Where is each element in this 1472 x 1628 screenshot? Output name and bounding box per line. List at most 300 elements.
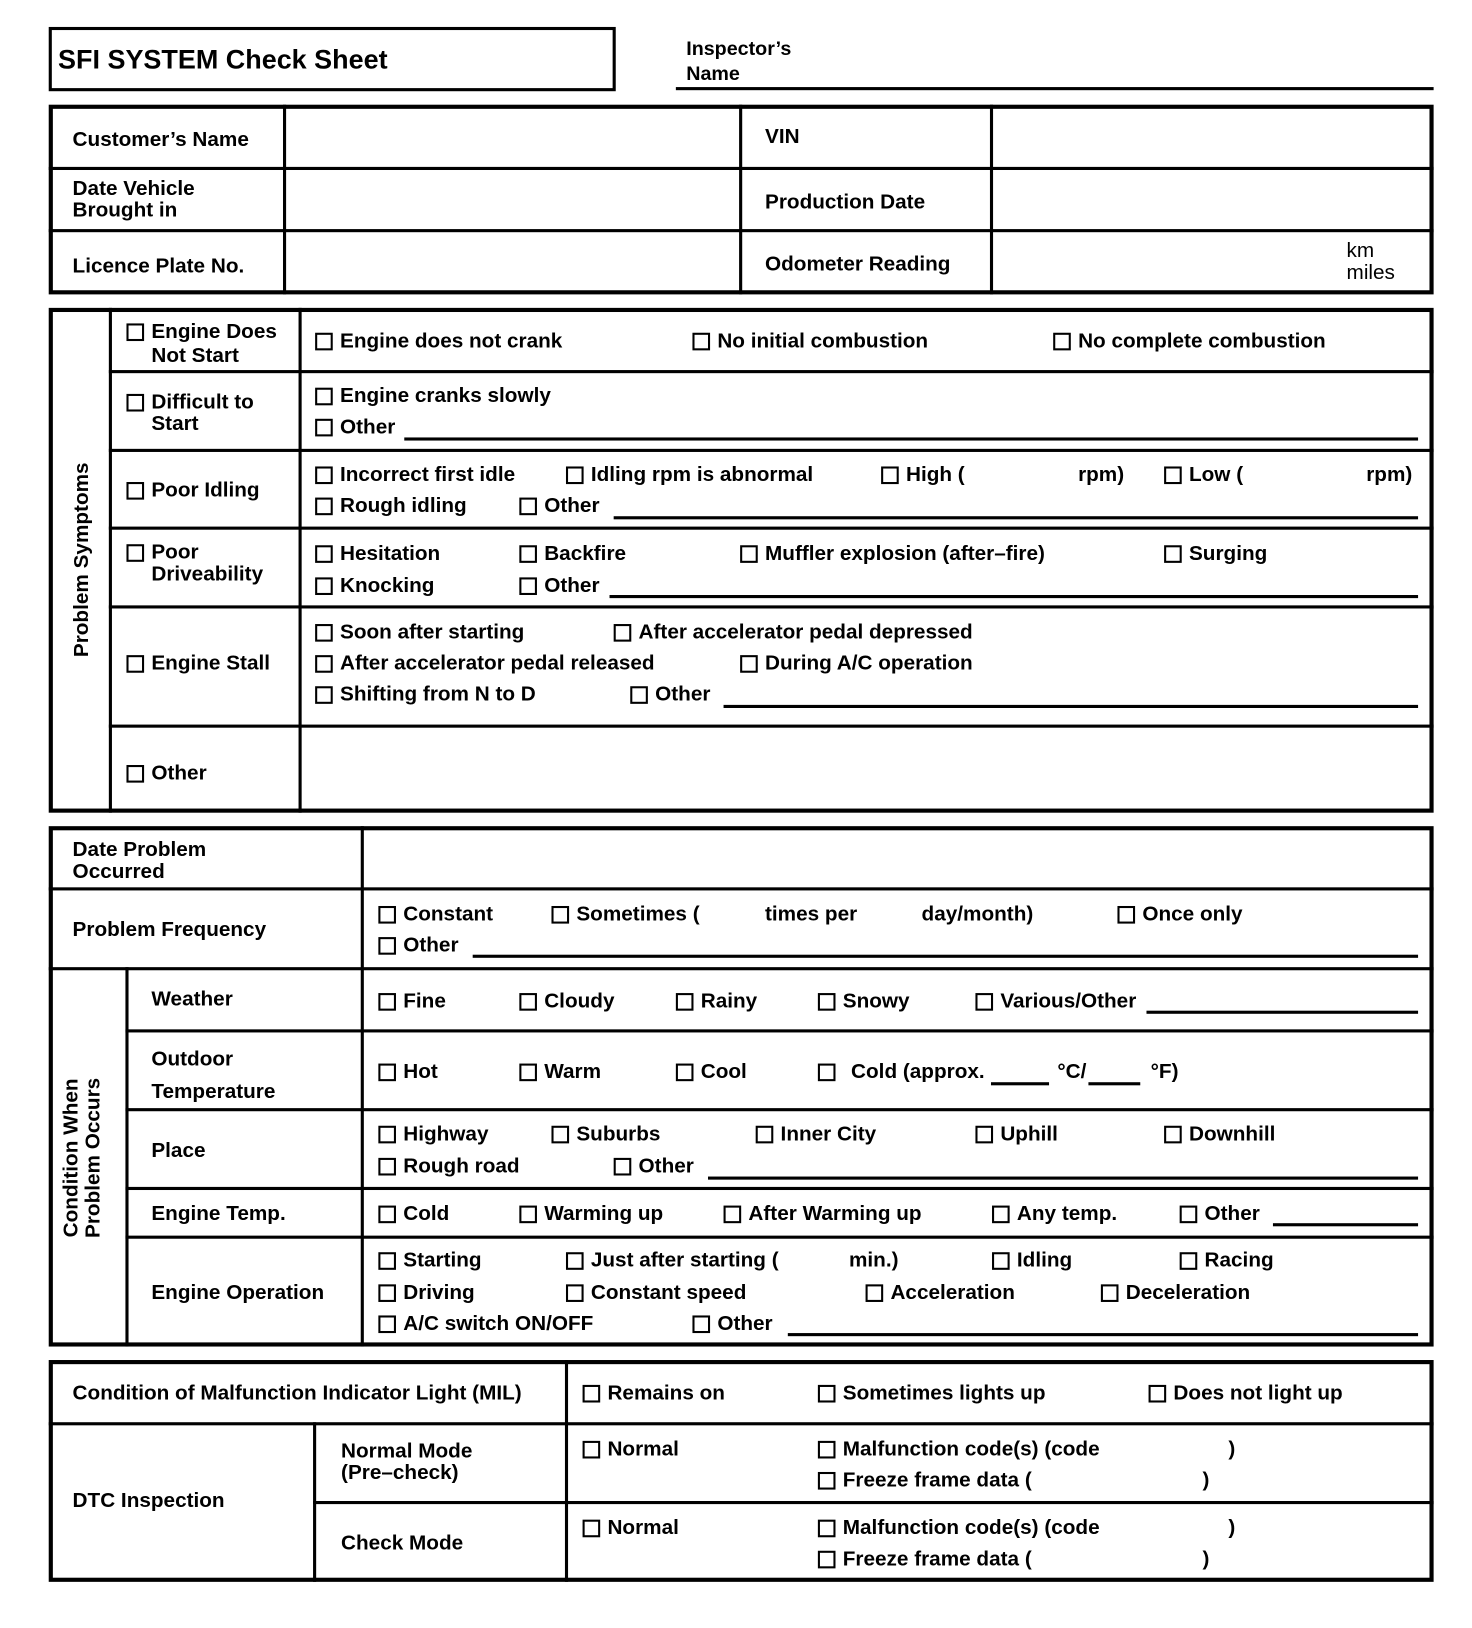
- checkbox-icon[interactable]: [614, 1157, 632, 1175]
- checkbox-icon[interactable]: [378, 937, 396, 955]
- checkbox-highway[interactable]: [378, 1123, 488, 1146]
- checkbox-icon[interactable]: [519, 993, 537, 1011]
- fahrenheit-field[interactable]: [1088, 1082, 1140, 1085]
- odometer-field[interactable]: [995, 234, 1337, 290]
- checkbox-icon[interactable]: [551, 1125, 569, 1143]
- label-line: Condition When: [60, 1078, 83, 1238]
- divider: [990, 105, 993, 295]
- option-label: Sometimes lights up: [842, 1381, 1046, 1405]
- vin-field[interactable]: [995, 110, 1428, 166]
- condition-heading: [61, 1054, 105, 1261]
- customer-name-field[interactable]: [288, 110, 737, 166]
- option-label: Malfunction code(s) (code: [842, 1516, 1100, 1540]
- checkbox-any-temp[interactable]: [992, 1202, 1117, 1225]
- production-date-field[interactable]: [995, 172, 1428, 228]
- checkbox-icon[interactable]: [992, 1252, 1010, 1270]
- symptom-other-field[interactable]: [304, 730, 1429, 809]
- option-label: Constant speed: [590, 1281, 747, 1305]
- option-label: Shifting from N to D: [340, 683, 536, 706]
- checkbox-engine-cold[interactable]: [378, 1202, 449, 1225]
- divider: [109, 370, 1434, 373]
- divider: [49, 887, 1434, 890]
- checkbox-normal-mode-freeze[interactable]: [818, 1469, 1032, 1492]
- checkbox-icon[interactable]: [378, 1063, 396, 1081]
- checkbox-cool[interactable]: [676, 1060, 747, 1083]
- divider: [361, 826, 364, 1346]
- checkbox-muffler-explosion[interactable]: [740, 542, 1045, 565]
- option-label: Other: [655, 683, 711, 706]
- checkbox-icon[interactable]: [1164, 466, 1182, 484]
- checkbox-icon[interactable]: [126, 764, 144, 782]
- checkbox-deceleration[interactable]: [1101, 1281, 1250, 1304]
- label-line: Occurred: [72, 860, 165, 884]
- checkbox-icon[interactable]: [126, 323, 144, 341]
- day-month-label: day/month): [921, 902, 1034, 926]
- divider: [125, 1108, 1433, 1111]
- option-label: Engine Does: [151, 320, 277, 344]
- celsius-field[interactable]: [991, 1082, 1049, 1085]
- checkbox-icon[interactable]: [519, 1063, 537, 1081]
- checkbox-icon[interactable]: [378, 993, 396, 1011]
- checkbox-normal-mode-normal[interactable]: [583, 1438, 679, 1461]
- option-label: Muffler explosion (after–fire): [765, 542, 1045, 565]
- option-label-cont: Driveability: [151, 562, 264, 586]
- rpm-label: rpm): [1078, 463, 1125, 487]
- divider: [125, 1236, 1433, 1239]
- option-label-cont: Not Start: [151, 344, 239, 367]
- option-label: Deceleration: [1125, 1281, 1251, 1305]
- checkbox-icon[interactable]: [519, 577, 537, 595]
- frequency-other-field[interactable]: [473, 955, 1418, 958]
- option-label: Warm: [544, 1060, 602, 1084]
- checkbox-icon[interactable]: [566, 466, 584, 484]
- option-label: Highway: [403, 1122, 489, 1146]
- checkbox-rainy[interactable]: [676, 990, 757, 1013]
- divider: [565, 1360, 568, 1582]
- checkbox-normal-mode-code[interactable]: [818, 1438, 1100, 1461]
- option-label: Soon after starting: [340, 620, 525, 644]
- option-label: Idling rpm is abnormal: [590, 463, 814, 487]
- option-label: Backfire: [544, 542, 627, 565]
- checkbox-icon[interactable]: [818, 1519, 836, 1537]
- problem-symptoms-heading: Problem Symptoms: [70, 462, 94, 658]
- checkbox-icon[interactable]: [1117, 905, 1135, 923]
- difficult-other-field[interactable]: [404, 437, 1418, 440]
- option-label: Cool: [700, 1060, 747, 1084]
- checkbox-racing[interactable]: [1180, 1249, 1274, 1272]
- close-paren: ): [1202, 1547, 1210, 1571]
- option-label: Difficult to: [151, 390, 254, 414]
- checkbox-poor-idling[interactable]: [126, 479, 259, 502]
- checkbox-engine-cranks-slowly[interactable]: [315, 385, 551, 408]
- checkbox-constant-speed[interactable]: [566, 1281, 746, 1304]
- option-label: Cold: [403, 1202, 450, 1226]
- checkbox-icon[interactable]: [378, 905, 396, 923]
- close-paren: ): [1228, 1437, 1236, 1461]
- checkbox-place-other[interactable]: [614, 1155, 694, 1178]
- checkbox-icon[interactable]: [1180, 1205, 1198, 1223]
- checkbox-cold[interactable]: [818, 1060, 985, 1083]
- checkbox-engine-does-not-start[interactable]: [126, 320, 276, 343]
- stall-other-field[interactable]: [724, 705, 1419, 708]
- dtc-inspection-label: DTC Inspection: [72, 1489, 225, 1513]
- option-label: Other: [717, 1312, 773, 1336]
- times-per-label: times per: [765, 902, 858, 926]
- divider: [49, 1422, 1434, 1425]
- option-label: After accelerator pedal depressed: [638, 620, 973, 644]
- date-brought-field[interactable]: [288, 172, 737, 228]
- option-label: Cold (approx.: [851, 1060, 985, 1084]
- drive-other-field[interactable]: [610, 595, 1419, 598]
- option-label: Freeze frame data (: [842, 1547, 1032, 1571]
- checkbox-incorrect-first-idle[interactable]: [315, 463, 515, 486]
- checkbox-icon[interactable]: [1180, 1252, 1198, 1270]
- odometer-label: Odometer Reading: [765, 252, 951, 276]
- option-label: Rough road: [403, 1154, 520, 1178]
- checkbox-starting[interactable]: [378, 1249, 481, 1272]
- checkbox-icon[interactable]: [315, 497, 333, 515]
- checkbox-icon[interactable]: [583, 1440, 601, 1458]
- checkbox-icon[interactable]: [378, 1284, 396, 1302]
- option-label: Engine Stall: [151, 652, 271, 675]
- customer-name-label: Customer’s Name: [72, 128, 249, 152]
- option-label: Poor: [151, 541, 199, 564]
- checkbox-warming-up[interactable]: [519, 1202, 663, 1225]
- option-label: Rainy: [700, 989, 758, 1013]
- divider: [739, 105, 742, 295]
- checkbox-operation-other[interactable]: [692, 1312, 772, 1335]
- checkbox-sometimes[interactable]: [551, 903, 699, 926]
- option-label: Other: [340, 415, 396, 439]
- checkbox-acceleration[interactable]: [866, 1281, 1015, 1304]
- option-label: Various/Other: [1000, 989, 1137, 1013]
- divider: [109, 449, 1434, 452]
- option-label: Cloudy: [544, 989, 615, 1013]
- checkbox-check-mode-freeze[interactable]: [818, 1548, 1032, 1571]
- idling-other-field[interactable]: [614, 516, 1418, 519]
- weather-other-field[interactable]: [1146, 1011, 1418, 1014]
- option-label: High (: [905, 463, 965, 487]
- option-label: No initial combustion: [717, 329, 929, 353]
- divider: [109, 308, 112, 813]
- checkbox-shifting-n-to-d[interactable]: [315, 683, 536, 706]
- checkbox-low-rpm[interactable]: [1164, 463, 1243, 486]
- checkbox-during-ac[interactable]: [740, 652, 973, 675]
- checkbox-difficult-to-start[interactable]: [126, 391, 253, 414]
- divider: [125, 1187, 1433, 1190]
- inspector-label-2: Name: [686, 63, 740, 86]
- divider: [49, 967, 1434, 970]
- checkbox-no-complete-combustion[interactable]: [1053, 330, 1326, 353]
- licence-plate-label: Licence Plate No.: [72, 255, 245, 278]
- checkbox-icon[interactable]: [315, 624, 333, 642]
- checkbox-icon[interactable]: [756, 1125, 774, 1143]
- checkbox-icon[interactable]: [378, 1205, 396, 1223]
- checkbox-backfire[interactable]: [519, 542, 626, 565]
- checkbox-ac-switch[interactable]: [378, 1312, 593, 1335]
- checkbox-icon[interactable]: [992, 1205, 1010, 1223]
- divider: [313, 1501, 1434, 1504]
- checkbox-sometimes-lights-up[interactable]: [818, 1382, 1046, 1405]
- checkbox-icon[interactable]: [378, 1125, 396, 1143]
- checkbox-icon[interactable]: [676, 1063, 694, 1081]
- option-label: Warming up: [544, 1202, 664, 1226]
- option-label: Hot: [403, 1060, 438, 1084]
- close-paren: ): [1202, 1468, 1210, 1492]
- label-line: Date Problem: [72, 838, 207, 862]
- option-label: Normal: [607, 1437, 679, 1461]
- checkbox-difficult-other[interactable]: [315, 416, 395, 439]
- checkbox-after-pedal-released[interactable]: [315, 652, 654, 675]
- label-line: Problem Occurs: [81, 1077, 105, 1238]
- checkbox-no-initial-combustion[interactable]: [692, 330, 928, 353]
- checkbox-after-pedal-depressed[interactable]: [614, 621, 973, 644]
- checkbox-icon[interactable]: [818, 993, 836, 1011]
- checkbox-icon[interactable]: [1164, 1125, 1182, 1143]
- fahrenheit-label: °F): [1150, 1060, 1179, 1084]
- option-label: Malfunction code(s) (code: [842, 1437, 1100, 1461]
- date-problem-field[interactable]: [366, 831, 1429, 886]
- checkbox-icon[interactable]: [315, 545, 333, 563]
- checkbox-icon[interactable]: [818, 1550, 836, 1568]
- option-label: Just after starting (: [590, 1249, 779, 1272]
- checkbox-idling[interactable]: [992, 1249, 1072, 1272]
- checkbox-engine-temp-other[interactable]: [1180, 1202, 1260, 1225]
- mil-label: Condition of Malfunction Indicator Light (MIL): [72, 1381, 522, 1405]
- checkbox-icon[interactable]: [315, 577, 333, 595]
- option-label: Poor Idling: [151, 478, 260, 502]
- place-other-field[interactable]: [708, 1177, 1418, 1180]
- checkbox-snowy[interactable]: [818, 990, 910, 1013]
- option-label: Knocking: [340, 574, 435, 598]
- checkbox-various-other[interactable]: [975, 990, 1136, 1013]
- km-unit: km: [1346, 239, 1375, 263]
- checkbox-drive-other[interactable]: [519, 574, 599, 597]
- checkbox-high-rpm[interactable]: [881, 463, 965, 486]
- checkbox-icon[interactable]: [630, 686, 648, 704]
- checkbox-icon[interactable]: [818, 1063, 836, 1081]
- option-label: Low (: [1188, 463, 1244, 487]
- checkbox-icon[interactable]: [126, 544, 144, 562]
- checkbox-just-after-starting[interactable]: [566, 1249, 779, 1272]
- checkbox-icon[interactable]: [740, 545, 758, 563]
- checkbox-icon[interactable]: [519, 545, 537, 563]
- page-title: SFI SYSTEM Check Sheet: [58, 43, 388, 75]
- checkbox-icon[interactable]: [566, 1252, 584, 1270]
- checkbox-icon[interactable]: [975, 1125, 993, 1143]
- rpm-label: rpm): [1366, 463, 1413, 487]
- checkbox-icon[interactable]: [1149, 1384, 1167, 1402]
- option-label-cont: Start: [151, 412, 199, 436]
- option-label: Fine: [403, 989, 446, 1013]
- label-line: Date Vehicle: [72, 177, 195, 201]
- checkbox-warm[interactable]: [519, 1060, 601, 1083]
- checkbox-icon[interactable]: [315, 686, 333, 704]
- label-line: Brought in: [72, 199, 178, 222]
- checkbox-icon[interactable]: [566, 1284, 584, 1302]
- divider: [299, 308, 302, 813]
- engine-operation-label: Engine Operation: [151, 1281, 325, 1305]
- checkbox-engine-does-not-crank[interactable]: [315, 330, 562, 353]
- checkbox-icon[interactable]: [519, 1205, 537, 1223]
- checkbox-suburbs[interactable]: [551, 1123, 660, 1146]
- option-label: Sometimes (: [576, 902, 700, 926]
- divider: [109, 527, 1434, 530]
- option-label: No complete combustion: [1078, 329, 1326, 353]
- checkbox-icon[interactable]: [126, 655, 144, 673]
- engine-temp-label: Engine Temp.: [151, 1202, 286, 1226]
- option-label: Freeze frame data (: [842, 1468, 1032, 1492]
- checkbox-icon[interactable]: [378, 1252, 396, 1270]
- option-label: Other: [544, 494, 600, 518]
- option-label: Snowy: [842, 989, 910, 1013]
- checkbox-remains-on[interactable]: [583, 1382, 725, 1405]
- checkbox-cloudy[interactable]: [519, 990, 614, 1013]
- checkbox-does-not-light-up[interactable]: [1149, 1382, 1343, 1405]
- option-label: Other: [638, 1154, 694, 1178]
- option-label: Driving: [403, 1281, 475, 1305]
- option-label: After accelerator pedal released: [340, 652, 655, 675]
- option-label: Other: [544, 574, 600, 598]
- checkbox-icon[interactable]: [519, 497, 537, 515]
- checkbox-uphill[interactable]: [975, 1123, 1057, 1146]
- frequency-label: Problem Frequency: [72, 918, 267, 942]
- checkbox-after-warming-up[interactable]: [724, 1202, 922, 1225]
- inspector-name-field[interactable]: [676, 87, 1434, 90]
- checkbox-once-only[interactable]: [1117, 903, 1242, 926]
- option-label: Suburbs: [576, 1122, 661, 1146]
- label-line: Normal Mode: [341, 1439, 473, 1463]
- checkbox-icon[interactable]: [583, 1519, 601, 1537]
- outdoor-temp-label: [151, 1044, 275, 1108]
- checkbox-icon[interactable]: [614, 624, 632, 642]
- option-label: Idling: [1016, 1249, 1073, 1272]
- option-label: Other: [403, 933, 459, 957]
- checkbox-icon[interactable]: [315, 332, 333, 350]
- divider: [125, 967, 128, 1346]
- checkbox-hot[interactable]: [378, 1060, 437, 1083]
- checkbox-icon[interactable]: [315, 418, 333, 436]
- checkbox-check-mode-normal[interactable]: [583, 1517, 679, 1540]
- checkbox-icon[interactable]: [724, 1205, 742, 1223]
- checkbox-icon[interactable]: [676, 993, 694, 1011]
- operation-other-field[interactable]: [788, 1333, 1418, 1336]
- label-line: Outdoor: [151, 1048, 234, 1071]
- checkbox-icon[interactable]: [818, 1471, 836, 1489]
- normal-mode-label: [341, 1441, 472, 1485]
- option-label: Incorrect first idle: [340, 463, 516, 487]
- checkbox-engine-stall[interactable]: [126, 652, 270, 675]
- checkbox-icon[interactable]: [740, 655, 758, 673]
- option-label: Acceleration: [890, 1281, 1015, 1305]
- option-label: Uphill: [1000, 1122, 1058, 1146]
- miles-unit: miles: [1346, 261, 1395, 285]
- weather-label: Weather: [151, 987, 233, 1011]
- checkbox-icon[interactable]: [551, 905, 569, 923]
- checkbox-poor-driveability[interactable]: [126, 541, 198, 564]
- checkbox-downhill[interactable]: [1164, 1123, 1275, 1146]
- label-line: Temperature: [151, 1080, 276, 1103]
- option-label: A/C switch ON/OFF: [403, 1312, 594, 1336]
- checkbox-icon[interactable]: [1101, 1284, 1119, 1302]
- option-label: Once only: [1142, 902, 1243, 926]
- option-label: Racing: [1204, 1249, 1274, 1272]
- checkbox-icon[interactable]: [975, 993, 993, 1011]
- checkbox-icon[interactable]: [126, 482, 144, 500]
- option-label: Rough idling: [340, 494, 467, 518]
- vin-label: VIN: [765, 125, 800, 149]
- checkbox-fine[interactable]: [378, 990, 446, 1013]
- check-mode-label: Check Mode: [341, 1532, 464, 1555]
- checkbox-symptom-other[interactable]: [126, 762, 206, 785]
- label-line: (Pre–check): [341, 1461, 459, 1485]
- production-date-label: Production Date: [765, 190, 926, 214]
- checkbox-idling-rpm-abnormal[interactable]: [566, 463, 813, 486]
- checkbox-hesitation[interactable]: [315, 542, 440, 565]
- option-label: Any temp.: [1016, 1202, 1118, 1226]
- close-paren: ): [1228, 1516, 1236, 1540]
- divider: [109, 605, 1434, 608]
- divider: [125, 1029, 1433, 1032]
- checkbox-icon[interactable]: [692, 1315, 710, 1333]
- checkbox-icon[interactable]: [1164, 545, 1182, 563]
- checkbox-stall-other[interactable]: [630, 683, 710, 706]
- checkbox-inner-city[interactable]: [756, 1123, 877, 1146]
- checkbox-idling-other[interactable]: [519, 494, 599, 517]
- checkbox-icon[interactable]: [315, 387, 333, 405]
- checkbox-icon[interactable]: [126, 393, 144, 411]
- checkbox-frequency-other[interactable]: [378, 934, 458, 957]
- option-label: Downhill: [1188, 1122, 1276, 1146]
- min-label: min.): [848, 1249, 899, 1272]
- checkbox-driving[interactable]: [378, 1281, 474, 1304]
- checkbox-icon[interactable]: [378, 1315, 396, 1333]
- option-label: Starting: [403, 1249, 482, 1272]
- divider: [109, 725, 1434, 728]
- licence-plate-field[interactable]: [288, 234, 737, 290]
- inspector-label: Inspector’s: [686, 38, 792, 61]
- checkbox-icon[interactable]: [1053, 332, 1071, 350]
- option-label: Other: [151, 761, 207, 785]
- option-label: Surging: [1188, 542, 1268, 565]
- option-label: Remains on: [607, 1381, 725, 1405]
- checkbox-surging[interactable]: [1164, 542, 1267, 565]
- checkbox-constant[interactable]: [378, 903, 493, 926]
- checkbox-icon[interactable]: [692, 332, 710, 350]
- option-label: During A/C operation: [765, 652, 973, 675]
- engine-temp-other-field[interactable]: [1273, 1223, 1418, 1226]
- checkbox-icon[interactable]: [866, 1284, 884, 1302]
- checkbox-icon[interactable]: [881, 466, 899, 484]
- option-label: Engine does not crank: [340, 329, 563, 353]
- checkbox-icon[interactable]: [818, 1384, 836, 1402]
- option-label: Inner City: [780, 1122, 877, 1146]
- checkbox-icon[interactable]: [378, 1157, 396, 1175]
- checkbox-rough-idling[interactable]: [315, 494, 467, 517]
- checkbox-check-mode-code[interactable]: [818, 1517, 1100, 1540]
- checkbox-knocking[interactable]: [315, 574, 434, 597]
- option-label: Other: [1204, 1202, 1260, 1226]
- checkbox-icon[interactable]: [583, 1384, 601, 1402]
- option-label: After Warming up: [748, 1202, 922, 1226]
- option-label: Engine cranks slowly: [340, 384, 551, 408]
- divider: [283, 105, 286, 295]
- checkbox-soon-after-starting[interactable]: [315, 621, 524, 644]
- checkbox-icon[interactable]: [315, 655, 333, 673]
- checkbox-rough-road[interactable]: [378, 1155, 519, 1178]
- checkbox-icon[interactable]: [315, 466, 333, 484]
- checkbox-icon[interactable]: [818, 1440, 836, 1458]
